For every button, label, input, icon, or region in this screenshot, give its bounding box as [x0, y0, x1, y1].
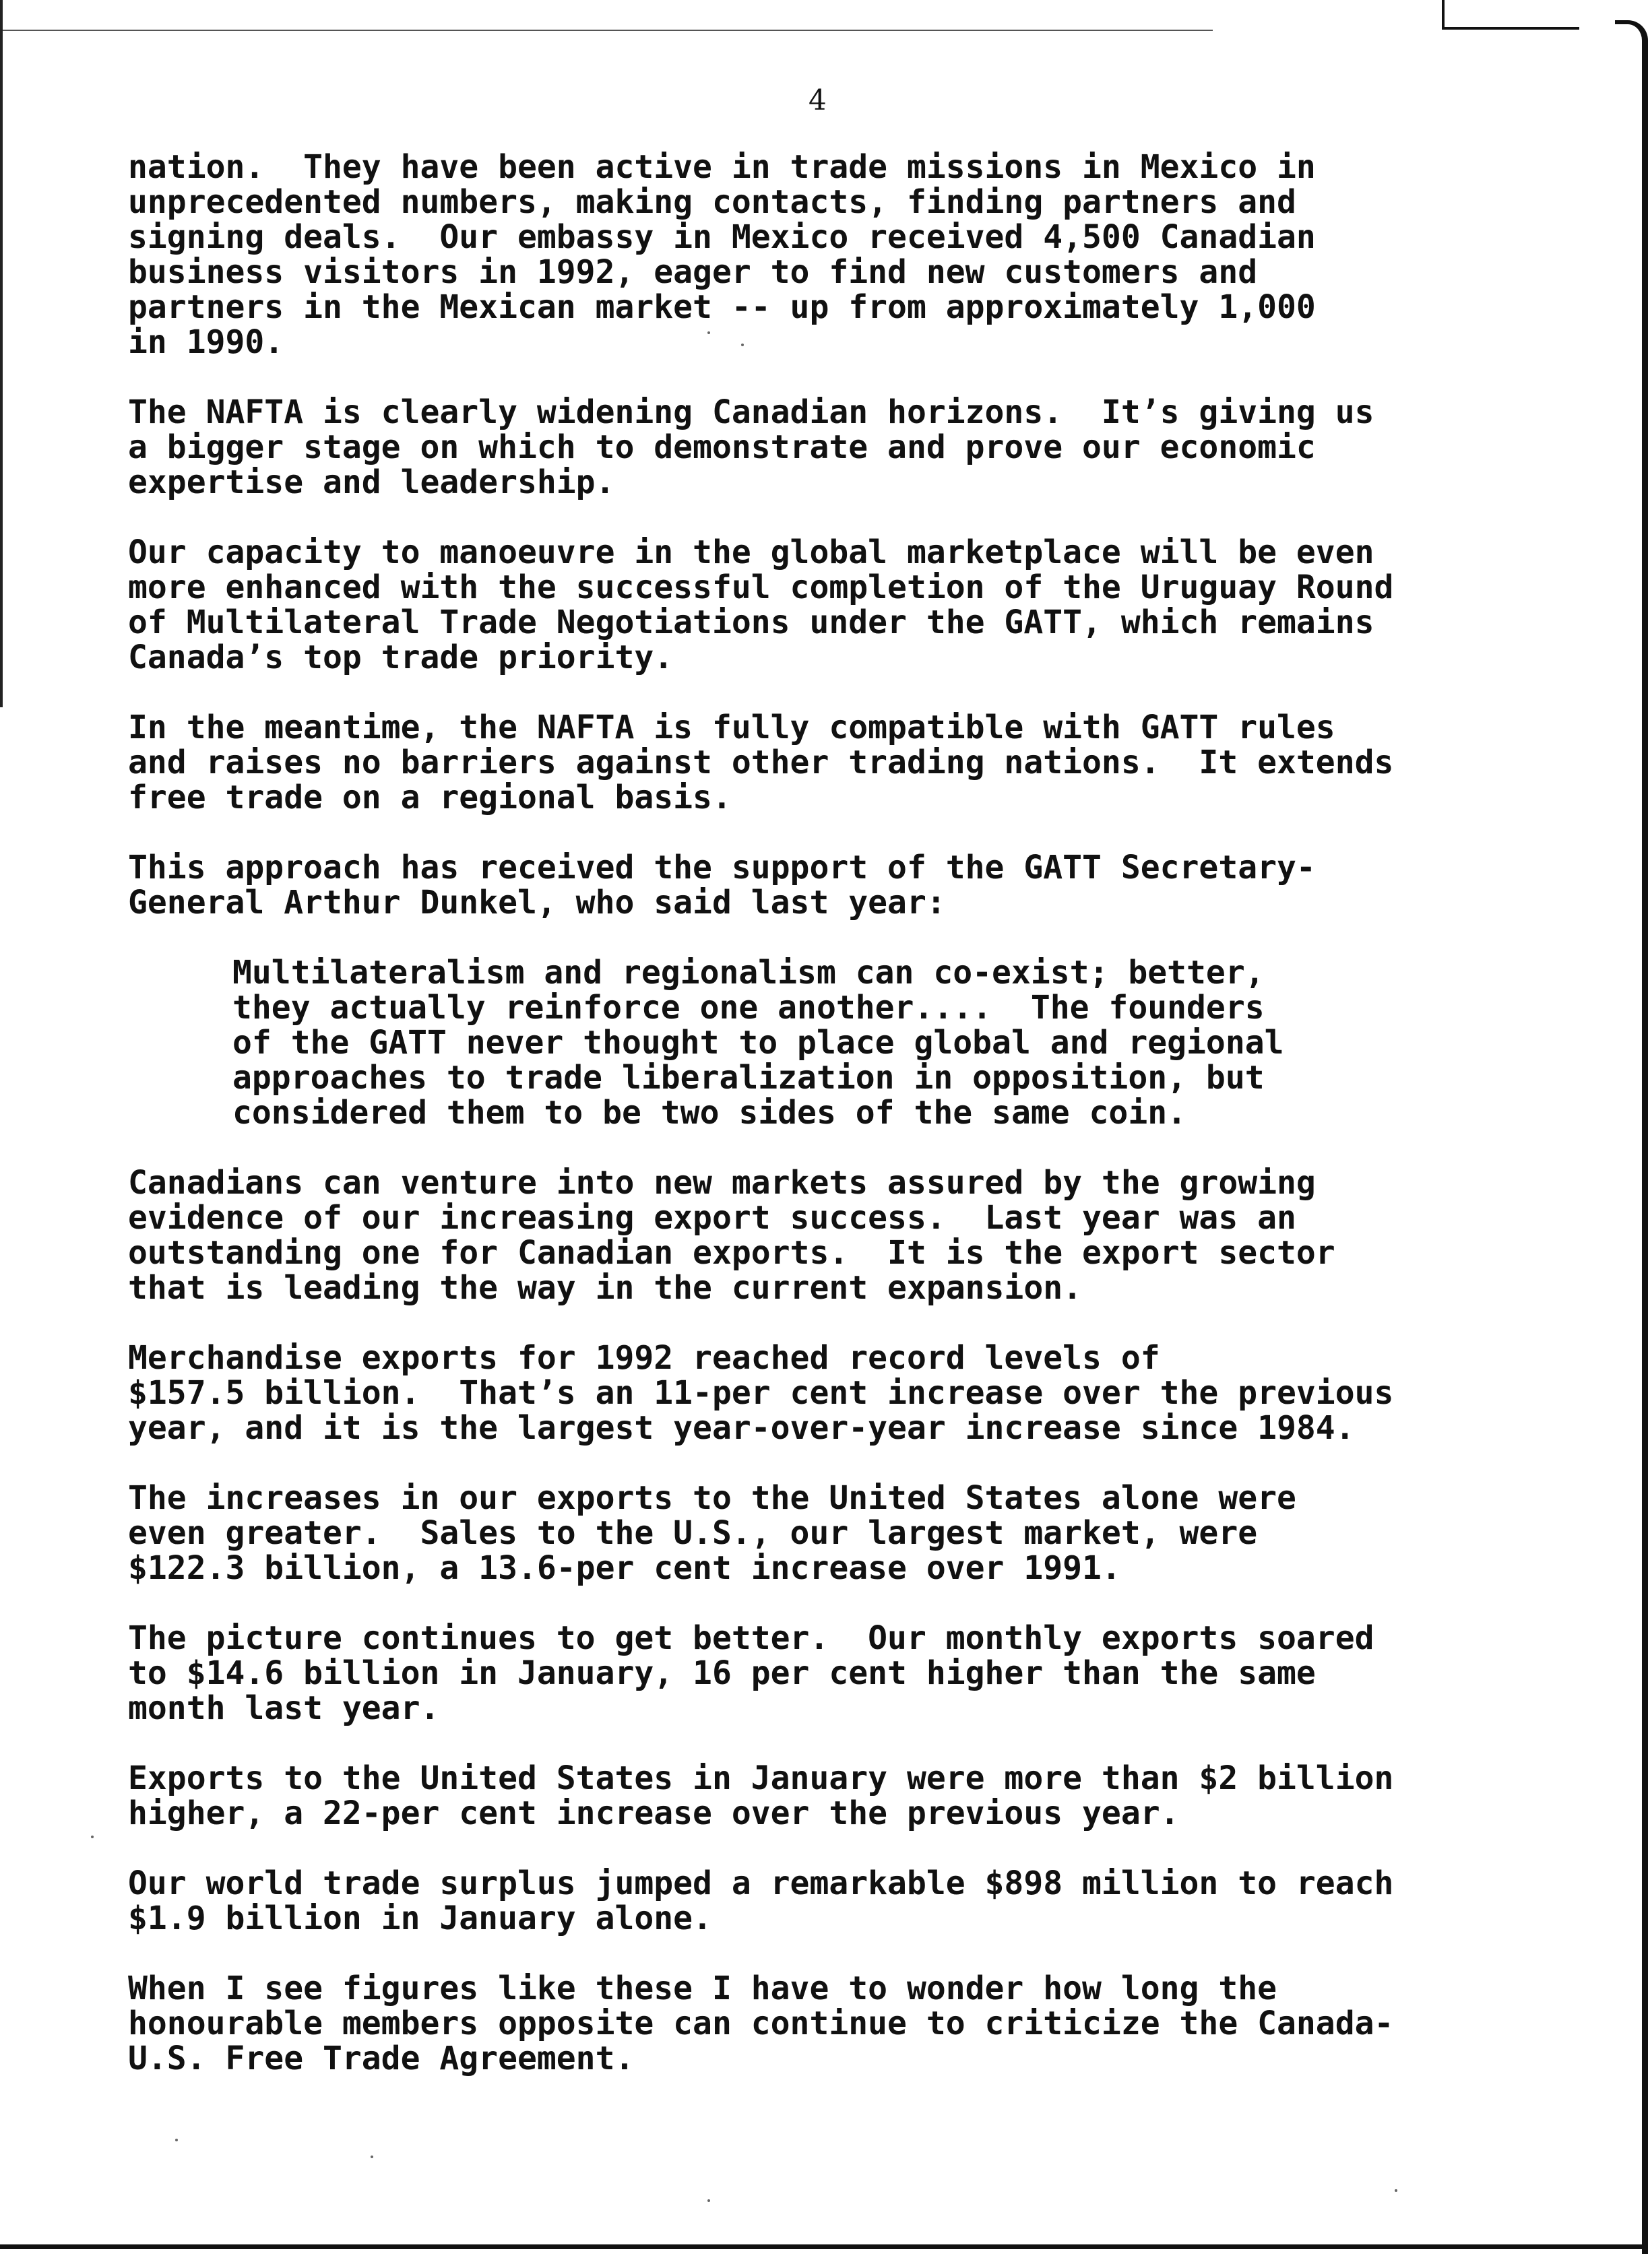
- block-quote: [232, 955, 1529, 1130]
- corner-scan-mark: [1442, 0, 1579, 30]
- paragraph: [128, 1866, 1529, 1936]
- paragraph: [128, 1340, 1529, 1446]
- paragraph: [128, 710, 1529, 815]
- scan-speck: [1395, 2189, 1397, 2192]
- text-line: Multilateralism and regionalism can co-exist; better,: [232, 954, 1265, 992]
- paragraph: [128, 850, 1529, 920]
- text-line: Our capacity to manoeuvre in the global marketplace will be even: [128, 533, 1374, 571]
- right-scan-border: [1615, 20, 1648, 2254]
- scan-speck: [91, 1836, 94, 1838]
- text-line: business visitors in 1992, eager to find new customers and: [128, 253, 1258, 291]
- paragraph: [128, 535, 1529, 675]
- scan-speck: [707, 331, 710, 334]
- paragraph: [128, 395, 1529, 500]
- text-line: in 1990.: [128, 323, 284, 361]
- paragraph: [128, 150, 1529, 360]
- paragraph: [128, 1971, 1529, 2076]
- text-line: evidence of our increasing export success. Last year was an: [128, 1199, 1296, 1237]
- text-line: $122.3 billion, a 13.6-per cent increase over 1991.: [128, 1549, 1121, 1587]
- scan-speck: [741, 344, 744, 346]
- text-line: of the GATT never thought to place global and regional: [232, 1024, 1284, 1062]
- paragraph: [128, 1621, 1529, 1726]
- text-line: to $14.6 billion in January, 16 per cent higher than the same: [128, 1654, 1316, 1692]
- scan-speck: [175, 2139, 178, 2141]
- body-text: [128, 150, 1529, 2111]
- text-line: higher, a 22-per cent increase over the previous year.: [128, 1794, 1180, 1832]
- scan-speck: [371, 2156, 373, 2158]
- text-line: General Arthur Dunkel, who said last year:: [128, 884, 946, 921]
- text-line: and raises no barriers against other trading nations. It extends: [128, 744, 1394, 781]
- text-line: approaches to trade liberalization in opposition, but: [232, 1059, 1265, 1097]
- text-line: year, and it is the largest year-over-year increase since 1984.: [128, 1409, 1355, 1447]
- text-line: even greater. Sales to the U.S., our largest market, were: [128, 1514, 1258, 1552]
- text-line: a bigger stage on which to demonstrate and prove our economic: [128, 428, 1316, 466]
- top-scan-rule: [0, 30, 1213, 31]
- text-line: nation. They have been active in trade missions in Mexico in: [128, 148, 1316, 186]
- text-line: $1.9 billion in January alone.: [128, 1900, 712, 1937]
- paragraph: [128, 1165, 1529, 1305]
- text-line: Canada’s top trade priority.: [128, 639, 674, 676]
- text-line: signing deals. Our embassy in Mexico received 4,500 Canadian: [128, 218, 1316, 256]
- scan-speck: [707, 2199, 710, 2202]
- text-line: $157.5 billion. That’s an 11-per cent increase over the previous: [128, 1374, 1394, 1412]
- text-line: partners in the Mexican market -- up from approximately 1,000: [128, 288, 1316, 326]
- bottom-scan-rule: [0, 2244, 1648, 2249]
- text-line: The NAFTA is clearly widening Canadian horizons. It’s giving us: [128, 393, 1374, 431]
- page-number: 4: [809, 84, 827, 117]
- left-scan-border: [0, 0, 3, 707]
- text-line: outstanding one for Canadian exports. It is the export sector: [128, 1234, 1335, 1272]
- paragraph: [128, 1481, 1529, 1586]
- text-line: unprecedented numbers, making contacts, finding partners and: [128, 183, 1296, 221]
- text-line: expertise and leadership.: [128, 463, 615, 501]
- text-line: Canadians can venture into new markets assured by the growing: [128, 1164, 1316, 1202]
- text-line: U.S. Free Trade Agreement.: [128, 2040, 635, 2077]
- text-line: In the meantime, the NAFTA is fully compatible with GATT rules: [128, 709, 1335, 746]
- text-line: This approach has received the support of the GATT Secretary-: [128, 849, 1316, 886]
- text-line: more enhanced with the successful completion of the Uruguay Round: [128, 569, 1394, 606]
- text-line: Our world trade surplus jumped a remarkable $898 million to reach: [128, 1865, 1394, 1902]
- text-line: considered them to be two sides of the same coin.: [232, 1094, 1187, 1132]
- text-line: they actually reinforce one another.... The founders: [232, 989, 1265, 1027]
- text-line: month last year.: [128, 1689, 440, 1727]
- paragraph: [128, 1761, 1529, 1831]
- text-line: that is leading the way in the current expansion.: [128, 1269, 1083, 1307]
- text-line: The picture continues to get better. Our monthly exports soared: [128, 1619, 1374, 1657]
- text-line: Merchandise exports for 1992 reached record levels of: [128, 1339, 1160, 1377]
- text-line: honourable members opposite can continue to criticize the Canada-: [128, 2005, 1394, 2042]
- text-line: The increases in our exports to the United States alone were: [128, 1479, 1296, 1517]
- text-line: free trade on a regional basis.: [128, 779, 732, 816]
- text-line: of Multilateral Trade Negotiations under the GATT, which remains: [128, 604, 1374, 641]
- text-line: When I see figures like these I have to wonder how long the: [128, 1970, 1277, 2007]
- text-line: Exports to the United States in January were more than $2 billion: [128, 1759, 1394, 1797]
